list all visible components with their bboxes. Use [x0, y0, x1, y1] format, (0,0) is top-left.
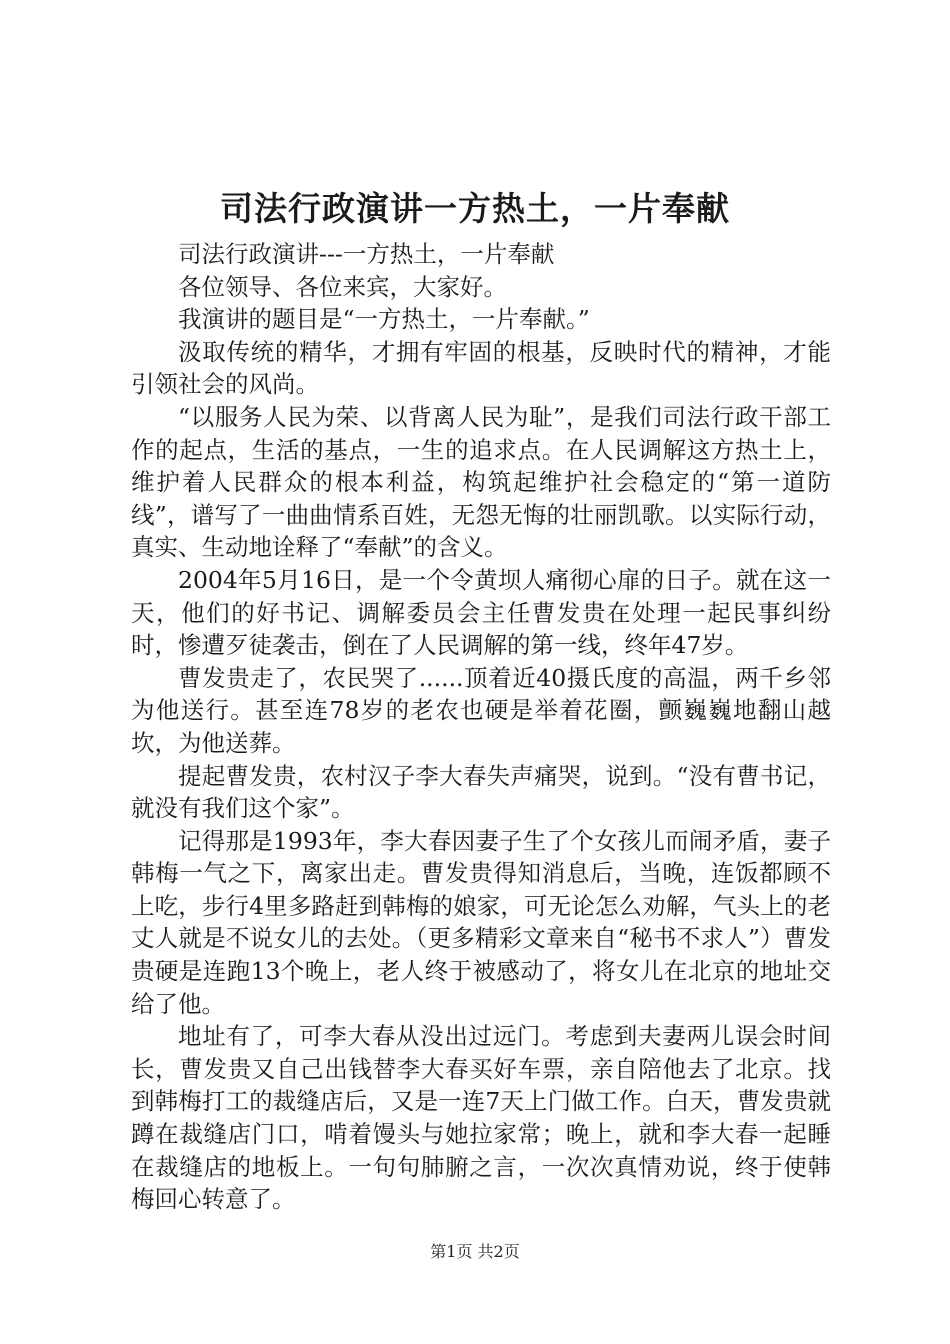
paragraph: 2004年5月16日，是一个令黄坝人痛彻心扉的日子。就在这一天，他们的好书记、调解委员会主任曹发贵在处理一起民事纠纷时，惨遭歹徒袭击，倒在了人民调解的第一线，终年47岁。: [131, 565, 831, 660]
page-footer: 第1页 共2页: [430, 1242, 520, 1261]
document-body: [131, 238, 831, 1216]
paragraph: “以服务人民为荣、以背离人民为耻”，是我们司法行政干部工作的起点，生活的基点，一生的追求点。在人民调解这方热土上，维护着人民群众的根本利益，构筑起维护社会稳定的“第一道防线”，谱写了一曲曲情系百姓，无怨无悔的壮丽凯歌。以实际行动，真实、生动地诠释了“奉献”的含义。: [131, 402, 831, 562]
paragraph: 记得那是1993年，李大春因妻子生了个女孩儿而闹矛盾，妻子韩梅一气之下，离家出走。曹发贵得知消息后，当晚，连饭都顾不上吃，步行4里多路赶到韩梅的娘家，可无论怎么劝解，气头上的老丈人就是不说女儿的去处。（更多精彩文章来自“秘书不求人”）曹发贵硬是连跑13个晚上，老人终于被感动了，将女儿在北京的地址交给了他。: [131, 826, 831, 1018]
paragraph: 汲取传统的精华，才拥有牢固的根基，反映时代的精神，才能引领社会的风尚。: [131, 337, 831, 399]
paragraph: 提起曹发贵，农村汉子李大春失声痛哭，说到。“没有曹书记，就没有我们这个家”。: [131, 761, 831, 823]
paragraph: 司法行政演讲---一方热土，一片奉献: [178, 240, 555, 268]
paragraph: 地址有了，可李大春从没出过远门。考虑到夫妻两儿误会时间长，曹发贵又自己出钱替李大春买好车票，亲自陪他去了北京。找到韩梅打工的裁缝店后，又是一连7天上门做工作。白天，曹发贵就蹲在裁缝店门口，啃着馒头与她拉家常；晚上，就和李大春一起睡在裁缝店的地板上。一句句肺腑之言，一次次真情劝说，终于使韩梅回心转意了。: [131, 1022, 831, 1214]
document-title: 司法行政演讲一方热土，一片奉献: [220, 189, 730, 228]
paragraph: 曹发贵走了，农民哭了......顶着近40摄氏度的高温，两千乡邻为他送行。甚至连78岁的老农也硬是举着花圈，颤巍巍地翻山越坎，为他送葬。: [131, 663, 831, 757]
paragraph: 各位领导、各位来宾，大家好。: [178, 272, 507, 301]
paragraph: 我演讲的题目是“一方热土，一片奉献。”: [178, 305, 590, 334]
